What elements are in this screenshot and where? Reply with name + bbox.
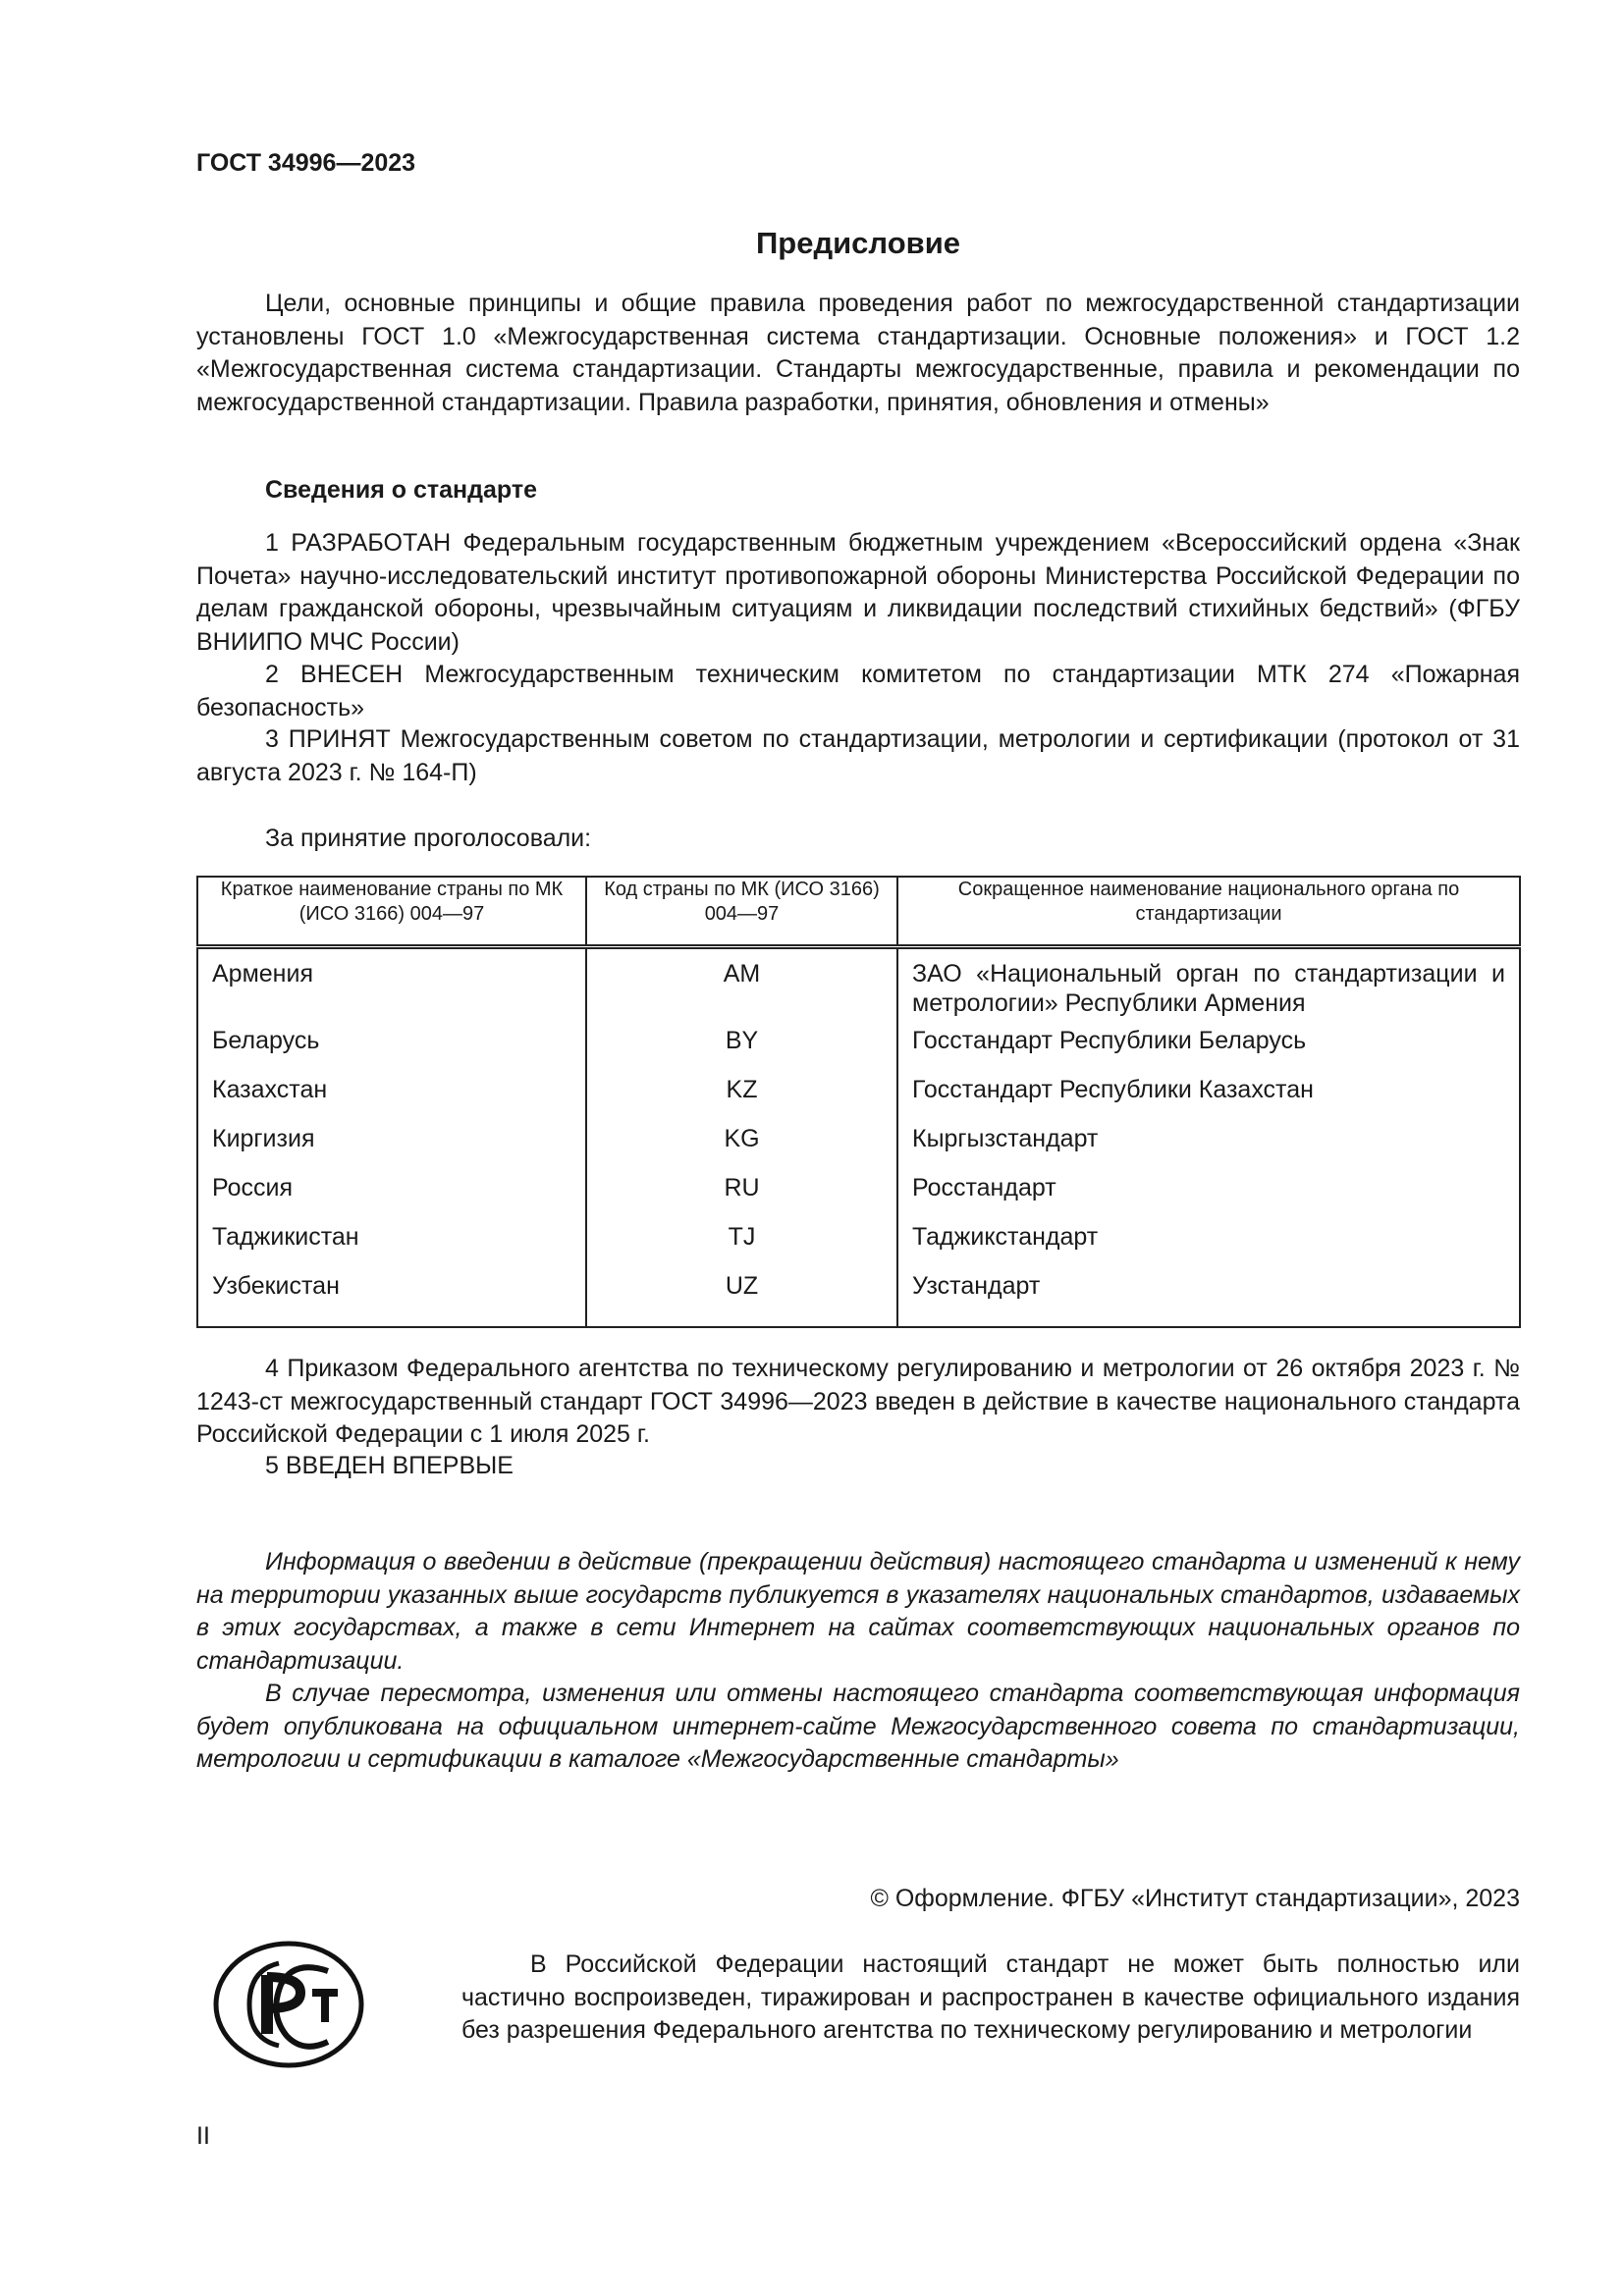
code-cell: UZ	[586, 1271, 897, 1327]
rst-logo	[210, 1936, 397, 2078]
body-cell: Росстандарт	[897, 1173, 1520, 1222]
code-cell: RU	[586, 1173, 897, 1222]
item-3: 3 ПРИНЯТ Межгосударственным советом по стандартизации, метрологии и сертификации (протокол от 31 августа 2023 г. № 164-П)	[196, 725, 1520, 786]
intro-paragraph: Цели, основные принципы и общие правила проведения работ по межгосударственной стандартизации установлены ГОСТ 1.0 «Межгосударственная система стандартизации. Основные положения» и ГОСТ 1.2 «Межгосударственная система стандартизации. Стандарты межгосударственные, правила и рекомендации по межгосударственной стандартизации. Правила разработки, принятия, обновления и отмены»	[196, 290, 1520, 416]
table-row	[197, 1222, 1520, 1271]
page-title: Предисловие	[755, 226, 960, 260]
voting-table	[196, 876, 1521, 1328]
vote-label: За принятие проголосовали:	[265, 825, 592, 852]
item-5: 5 ВВЕДЕН ВПЕРВЫЕ	[265, 1452, 514, 1479]
code-cell: KZ	[586, 1075, 897, 1124]
country-cell: Киргизия	[197, 1124, 586, 1173]
column-header-country: Краткое наименование страны по МК (ИСО 3166) 004—97	[197, 877, 586, 947]
country-cell: Узбекистан	[197, 1271, 586, 1327]
copyright: © Оформление. ФГБУ «Институт стандартизации», 2023	[870, 1885, 1520, 1912]
table-row	[197, 1026, 1520, 1075]
notice-paragraph-1: Информация о введении в действие (прекращении действия) настоящего стандарта и изменений к нему на территории указанных выше государств публикуется в указателях национальных стандартов, издаваемых в этих государствах, а также в сети Интернет на сайтах соответствующих национальных органов по стандартизации.	[196, 1548, 1520, 1675]
body-cell: Госстандарт Республики Беларусь	[897, 1026, 1520, 1075]
country-cell: Армения	[197, 947, 586, 1026]
item-1: 1 РАЗРАБОТАН Федеральным государственным бюджетным учреждением «Всероссийский ордена «Знак Почета» научно-исследовательский институт противопожарной обороны Министерства Российской Федерации по делам гражданской обороны, чрезвычайным ситуациям и ликвидации последствий стихийных бедствий» (ФГБУ ВНИИПО МЧС России)	[196, 529, 1520, 656]
table-row	[197, 947, 1520, 1026]
code-cell: BY	[586, 1026, 897, 1075]
table-row	[197, 1124, 1520, 1173]
page-number: II	[196, 2122, 210, 2150]
body-cell: Кыргызстандарт	[897, 1124, 1520, 1173]
table-header-row	[197, 877, 1520, 947]
country-cell: Таджикистан	[197, 1222, 586, 1271]
info-heading: Сведения о стандарте	[265, 476, 538, 504]
table-row	[197, 1271, 1520, 1327]
item-4: 4 Приказом Федерального агентства по техническому регулированию и метрологии от 26 октября 2023 г. № 1243-ст межгосударственный стандарт ГОСТ 34996—2023 введен в действие в качестве национального стандарта Российской Федерации с 1 июля 2025 г.	[196, 1355, 1520, 1448]
standard-id: ГОСТ 34996—2023	[196, 149, 416, 177]
country-cell: Россия	[197, 1173, 586, 1222]
code-cell: AM	[586, 947, 897, 1026]
table-row	[197, 1173, 1520, 1222]
body-cell: Узстандарт	[897, 1271, 1520, 1327]
code-cell: TJ	[586, 1222, 897, 1271]
code-cell: KG	[586, 1124, 897, 1173]
column-header-code: Код страны по МК (ИСО 3166) 004—97	[586, 877, 897, 947]
country-cell: Беларусь	[197, 1026, 586, 1075]
country-cell: Казахстан	[197, 1075, 586, 1124]
table-row	[197, 1075, 1520, 1124]
column-header-body: Сокращенное наименование национального органа по стандартизации	[897, 877, 1520, 947]
body-cell: Госстандарт Республики Казахстан	[897, 1075, 1520, 1124]
reproduction-notice: В Российской Федерации настоящий стандарт не может быть полностью или частично воспроизведен, тиражирован и распространен в качестве официального издания без разрешения Федерального агентства по техническому регулированию и метрологии	[461, 1950, 1520, 2044]
notice-paragraph-2: В случае пересмотра, изменения или отмены настоящего стандарта соответствующая информация будет опубликована на официальном интернет-сайте Межгосударственного совета по стандартизации, метрологии и сертификации в каталоге «Межгосударственные стандарты»	[196, 1680, 1520, 1773]
body-cell: ЗАО «Национальный орган по стандартизации и метрологии» Республики Армения	[897, 947, 1520, 1026]
item-2: 2 ВНЕСЕН Межгосударственным техническим комитетом по стандартизации МТК 274 «Пожарная безопасность»	[196, 661, 1520, 721]
body-cell: Таджикстандарт	[897, 1222, 1520, 1271]
